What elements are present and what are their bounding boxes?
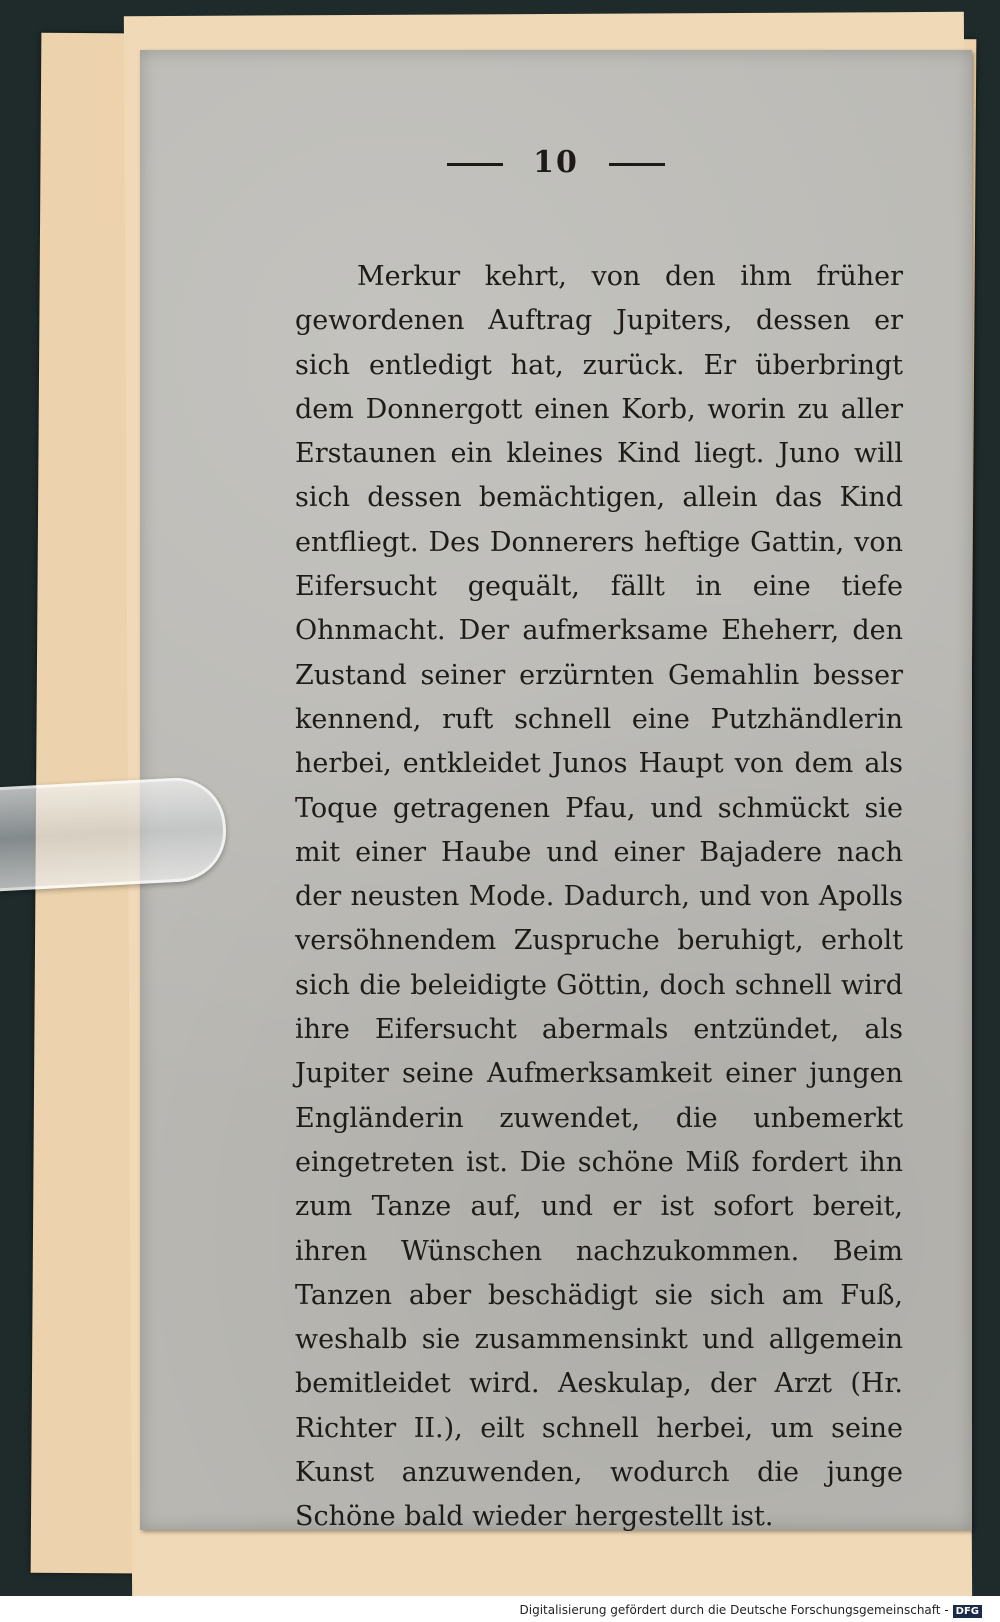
book-page [140,50,972,1533]
dfg-logo: DFG [953,1605,982,1618]
credit-text: Digitalisierung gefördert durch die Deutsche Forschungsgemeinschaft - [519,1603,949,1617]
footer-credit [520,1603,983,1618]
page-number-text: 10 [533,145,579,180]
page-clip [0,775,229,892]
body-paragraph: Merkur kehrt, von den ihm früher gewordenen Auftrag Jupiters, dessen er sich entledigt hat, zurück. Er überbringt dem Donnergott einen Korb, worin zu aller Erstaunen ein kleines Kind liegt. Juno will sich dessen bemächtigen, allein das Kind entfliegt. Des Donnerers heftige Gattin, von Eifersucht gequält, fällt in eine tiefe Ohnmacht. Der aufmerksame Eheherr, den Zustand seiner erzürnten Gemahlin besser kennend, ruft schnell eine Putzhändlerin herbei, entkleidet Junos Haupt von dem als Toque getragenen Pfau, und schmückt sie mit einer Haube und einer Bajadere nach der neusten Mode. Dadurch, und von Apolls versöhnendem Zuspruche beruhigt, erholt sich die beleidigte Göttin, doch schnell wird ihre Eifersucht abermals entzündet, als Jupiter seine Aufmerksamkeit einer jungen Engländerin zuwendet, die unbemerkt eingetreten ist. Die schöne Miß fordert ihn zum Tanze auf, und er ist sofort bereit, ihren Wünschen nachzukommen. Beim Tanzen aber beschädigt sie sich am Fuß, weshalb sie zusammensinkt und allgemein bemitleidet wird. Aeskulap, der Arzt (Hr. Richter II.), eilt schnell herbei, um seine Kunst anzuwenden, wodurch die junge Schöne bald wieder hergestellt ist. [295,261,903,1533]
page-number [140,145,972,180]
right-dash [609,163,665,166]
left-dash [447,163,503,166]
footer-bar [0,1596,1000,1622]
